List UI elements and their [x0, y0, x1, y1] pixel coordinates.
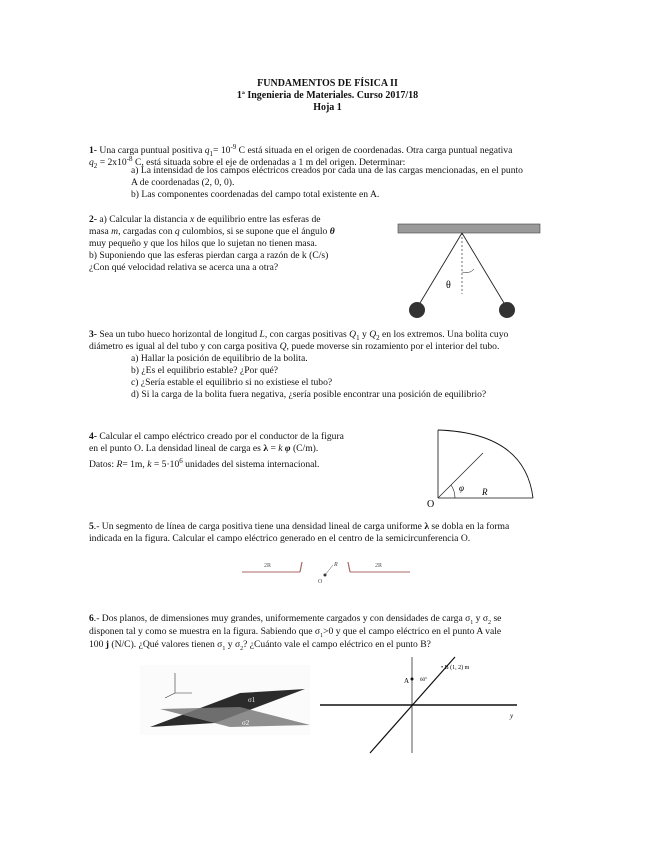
problem-6-line-3	[89, 639, 569, 655]
var: φ	[282, 443, 291, 454]
text: (C/m).	[290, 443, 319, 454]
sub: 2	[376, 333, 380, 342]
sup: -9	[230, 143, 237, 151]
text: y σ	[225, 639, 241, 650]
radius-line	[325, 565, 333, 575]
sub: 1	[356, 333, 360, 342]
text: masa	[89, 226, 112, 237]
sub: 1	[470, 619, 474, 626]
var: q	[174, 226, 180, 237]
var: q	[89, 157, 94, 169]
problem-3-a: a) Hallar la posición de equilibrio de la bolita.	[131, 353, 308, 364]
problem-3-number: 3-	[89, 329, 97, 340]
sub: 2	[240, 645, 244, 652]
text: Una carga puntual positiva	[97, 145, 205, 157]
text: y	[359, 329, 370, 340]
problem-1-b: b) Las componentes coordenadas del campo total existente en A.	[131, 189, 380, 200]
problem-4-line-1	[89, 431, 389, 443]
text: (N/C). ¿Qué valores tienen σ	[109, 639, 223, 650]
var: R	[116, 459, 123, 471]
radius-label: R	[482, 487, 488, 497]
text: unidades del sistema internacional.	[182, 459, 320, 471]
document-title: FUNDAMENTOS DE FÍSICA II	[257, 78, 398, 89]
planes-2d-figure	[320, 655, 520, 755]
text: Calcular el campo eléctrico creado por el conductor de la figura	[97, 431, 344, 442]
text: culombios, si se supone que el ángulo	[179, 226, 330, 237]
text: Sea un tubo hueco horizontal de longitud	[97, 329, 260, 340]
text: C está situada en el origen de coordenadas. Otra carga puntual negativa	[236, 145, 513, 157]
text: en el punto O. La densidad lineal de carga es	[89, 443, 264, 454]
pendulum-figure	[390, 222, 550, 322]
theta-label: θ	[446, 280, 451, 291]
text: , puede moverse sin rozamiento por el interior del tubo.	[286, 341, 500, 352]
text: ? ¿Cuánto vale el campo eléctrico en el punto B?	[243, 639, 431, 650]
origin-label: O	[427, 499, 435, 510]
problem-2-line-1	[89, 214, 364, 226]
text: =	[268, 443, 279, 454]
problem-2-line-5: ¿Con qué velocidad relativa se acerca una a otra?	[89, 262, 279, 273]
text: .- Un segmento de línea de carga positiva tiene una densidad lineal de carga uniforme	[93, 521, 425, 532]
problem-1-a-line-1: a) La intensidad de los campos eléctricos creados por cada una de las cargas mencionadas, en el punto	[131, 165, 523, 176]
text: disponen tal y como se muestra en la figura. Sabiendo que σ	[89, 626, 321, 637]
problem-2-line-2	[89, 226, 364, 238]
var: Q	[369, 329, 377, 340]
sub: 1	[222, 645, 226, 652]
problem-4-number: 4-	[89, 431, 97, 442]
text: = 2x10	[97, 157, 127, 169]
point-a	[411, 678, 414, 681]
problem-1-a-line-2: A de coordenadas (2, 0, 0).	[131, 177, 235, 188]
var: λ	[263, 443, 269, 454]
text: a) Calcular la distancia	[97, 214, 190, 225]
text: Datos:	[89, 459, 117, 471]
text: diámetro es igual al del tubo y con carga positiva	[89, 341, 280, 352]
angle-arc	[462, 269, 474, 273]
text: C, está situada sobre el eje de ordenadas a 1 m del origen. Determinar:	[132, 157, 406, 169]
crop-mask	[240, 585, 415, 593]
problem-2-line-3: muy pequeño y que los hilos que lo sujetan no tienen masa.	[89, 238, 318, 249]
quarter-arc-figure	[425, 425, 545, 510]
text: .- Dos planos, de dimensiones muy grandes, uniformemente cargados y con densidades de carga σ	[93, 613, 471, 624]
text: >0 y que el campo eléctrico en el punto A vale	[323, 626, 502, 637]
left-sphere	[409, 302, 425, 318]
problem-2-line-4: b) Suponiendo que las esferas pierdan carga a razón de k (C/s)	[89, 250, 329, 261]
point-a-label: A	[404, 677, 410, 685]
problem-3-line-2	[89, 341, 569, 353]
var: Q	[279, 341, 287, 352]
planes-3d-figure	[140, 665, 310, 735]
y-axis-label: y	[510, 712, 514, 720]
problem-3-d: d) Si la carga de la bolita fuera negativa, ¿sería posible encontrar una posición de equilibrio?	[131, 389, 487, 400]
text: = 5·10	[151, 459, 180, 471]
var: k	[278, 443, 283, 454]
center-label: O	[318, 579, 323, 585]
var: j	[105, 639, 109, 650]
sup: 6	[179, 457, 183, 465]
sigma1-label: σ1	[248, 696, 256, 704]
var: k	[147, 459, 152, 471]
var: L	[259, 329, 265, 340]
text: = 1m,	[122, 459, 148, 471]
right-sphere	[499, 302, 515, 318]
problem-6-number: 6	[89, 613, 94, 624]
sheet-number: Hoja 1	[313, 102, 342, 113]
text: 100	[89, 639, 106, 650]
point-b-label: • B (1, 2) m	[441, 665, 470, 671]
sup: -8	[126, 155, 133, 163]
right-2r-label: 2R	[375, 563, 383, 569]
right-thread	[462, 233, 507, 308]
problem-3-b: b) ¿Es el equilibrio estable? ¿Por qué?	[131, 365, 279, 376]
radius-label: R	[334, 562, 338, 568]
phi-label: φ	[459, 483, 464, 493]
problem-5-number: 5	[89, 521, 94, 532]
bent-line-figure	[240, 553, 415, 593]
problem-5-line-2: indicada en la figura. Calcular el campo eléctrico generado en el centro de la semicircunferencia O.	[89, 533, 471, 544]
text: se dobla en la forma	[429, 521, 510, 532]
sub: 2	[93, 162, 98, 171]
sub: 1	[209, 150, 214, 159]
bend-edges	[300, 562, 350, 572]
text: y σ	[473, 613, 489, 624]
sub: 1	[320, 632, 324, 639]
text: , con cargas positivas	[264, 329, 350, 340]
var: θ	[329, 226, 335, 237]
phi-arc	[451, 485, 455, 498]
left-2r-label: 2R	[264, 563, 272, 569]
sigma2-label: σ2	[242, 719, 250, 727]
document-subtitle: 1ª Ingenieria de Materiales. Curso 2017/18	[236, 90, 419, 101]
angle-label: 60°	[420, 678, 427, 683]
text: = 10	[213, 145, 231, 157]
problem-4-line-2	[89, 443, 389, 455]
var: q	[204, 145, 210, 157]
problem-2-number: 2-	[89, 214, 97, 225]
text: en los extremos. Una bolita cuyo	[379, 329, 509, 340]
problem-5-line-1	[89, 521, 569, 533]
left-thread	[417, 233, 462, 308]
ceiling-bar	[398, 224, 540, 233]
var: x	[189, 214, 195, 225]
var: λ	[424, 521, 430, 532]
sub: 2	[488, 619, 492, 626]
var: Q	[349, 329, 357, 340]
text: se	[491, 613, 502, 624]
var: m	[111, 226, 119, 237]
problem-3-c: c) ¿Sería estable el equilibrio si no existiese el tubo?	[131, 377, 333, 388]
text: de equilibrio entre las esferas de	[194, 214, 321, 225]
text: , cargadas con	[118, 226, 175, 237]
problem-4-line-3	[89, 455, 389, 471]
problem-1-number: 1-	[89, 145, 97, 157]
